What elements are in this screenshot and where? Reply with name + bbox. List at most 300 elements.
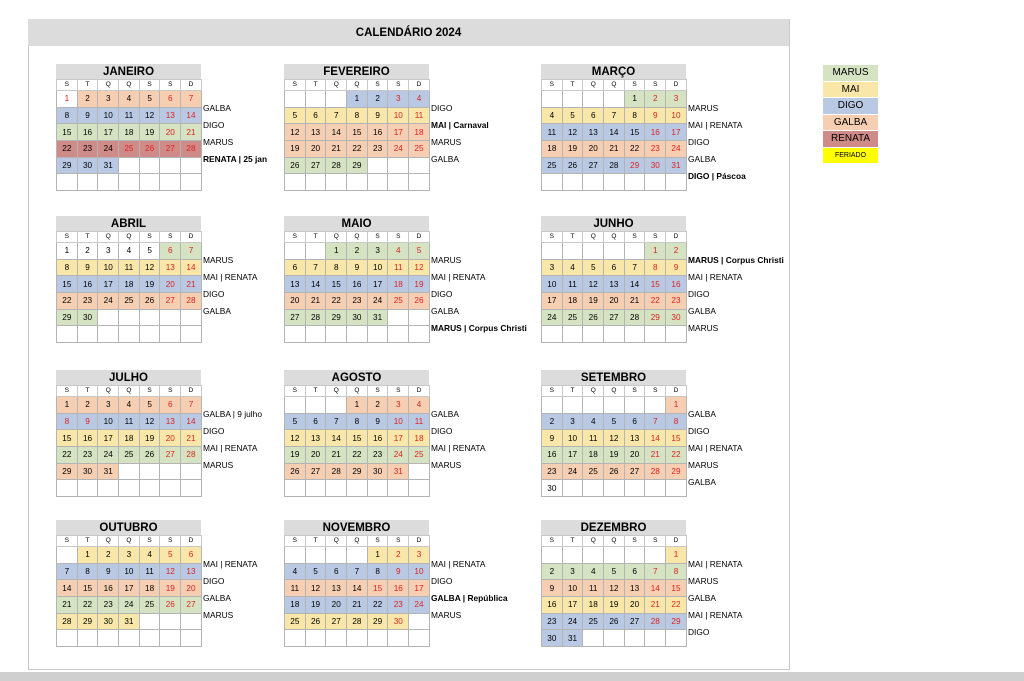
day-cell[interactable]: 28 — [624, 309, 645, 326]
empty-cell[interactable] — [583, 326, 604, 343]
empty-cell[interactable] — [77, 480, 98, 497]
day-cell[interactable]: 20 — [305, 141, 326, 158]
day-cell[interactable]: 4 — [119, 243, 140, 260]
empty-cell[interactable] — [139, 174, 160, 191]
empty-cell[interactable] — [305, 397, 326, 414]
day-cell[interactable]: 9 — [367, 107, 388, 124]
day-cell[interactable]: 22 — [77, 597, 98, 614]
day-cell[interactable]: 6 — [285, 259, 306, 276]
day-cell[interactable]: 30 — [542, 630, 563, 647]
empty-cell[interactable] — [409, 480, 430, 497]
day-cell[interactable]: 28 — [645, 463, 666, 480]
day-cell[interactable]: 22 — [347, 447, 368, 464]
day-cell[interactable]: 26 — [604, 463, 625, 480]
day-cell[interactable]: 4 — [285, 563, 306, 580]
day-cell[interactable]: 13 — [181, 563, 202, 580]
day-cell[interactable]: 11 — [583, 580, 604, 597]
day-cell[interactable]: 20 — [160, 276, 181, 293]
empty-cell[interactable] — [139, 326, 160, 343]
day-cell[interactable]: 19 — [305, 597, 326, 614]
empty-cell[interactable] — [367, 630, 388, 647]
day-cell[interactable]: 3 — [98, 243, 119, 260]
day-cell[interactable]: 4 — [583, 413, 604, 430]
empty-cell[interactable] — [285, 243, 306, 260]
day-cell[interactable]: 9 — [77, 259, 98, 276]
empty-cell[interactable] — [542, 547, 563, 564]
day-cell[interactable]: 7 — [181, 91, 202, 108]
day-cell[interactable]: 17 — [562, 597, 583, 614]
empty-cell[interactable] — [388, 174, 409, 191]
day-cell[interactable]: 11 — [583, 430, 604, 447]
day-cell[interactable]: 14 — [181, 107, 202, 124]
empty-cell[interactable] — [624, 480, 645, 497]
empty-cell[interactable] — [583, 174, 604, 191]
day-cell[interactable]: 7 — [305, 259, 326, 276]
day-cell[interactable]: 22 — [666, 597, 687, 614]
day-cell[interactable]: 27 — [305, 463, 326, 480]
empty-cell[interactable] — [583, 630, 604, 647]
day-cell[interactable]: 29 — [57, 157, 78, 174]
day-cell[interactable]: 14 — [181, 413, 202, 430]
empty-cell[interactable] — [645, 326, 666, 343]
empty-cell[interactable] — [181, 480, 202, 497]
day-cell[interactable]: 7 — [645, 413, 666, 430]
day-cell[interactable]: 5 — [562, 107, 583, 124]
day-cell[interactable]: 18 — [583, 447, 604, 464]
empty-cell[interactable] — [57, 547, 78, 564]
day-cell[interactable]: 27 — [326, 613, 347, 630]
day-cell[interactable]: 14 — [326, 430, 347, 447]
day-cell[interactable]: 1 — [57, 243, 78, 260]
empty-cell[interactable] — [305, 480, 326, 497]
day-cell[interactable]: 3 — [119, 547, 140, 564]
day-cell[interactable]: 14 — [624, 276, 645, 293]
day-cell[interactable]: 8 — [624, 107, 645, 124]
empty-cell[interactable] — [409, 326, 430, 343]
empty-cell[interactable] — [139, 463, 160, 480]
day-cell[interactable]: 25 — [562, 309, 583, 326]
day-cell[interactable]: 16 — [77, 276, 98, 293]
empty-cell[interactable] — [645, 630, 666, 647]
day-cell[interactable]: 9 — [542, 430, 563, 447]
day-cell[interactable]: 14 — [181, 259, 202, 276]
day-cell[interactable]: 2 — [367, 397, 388, 414]
day-cell[interactable]: 28 — [57, 613, 78, 630]
day-cell[interactable]: 15 — [77, 580, 98, 597]
day-cell[interactable]: 27 — [305, 157, 326, 174]
empty-cell[interactable] — [326, 91, 347, 108]
day-cell[interactable]: 3 — [98, 397, 119, 414]
day-cell[interactable]: 19 — [604, 597, 625, 614]
empty-cell[interactable] — [139, 480, 160, 497]
empty-cell[interactable] — [624, 243, 645, 260]
day-cell[interactable]: 16 — [77, 430, 98, 447]
day-cell[interactable]: 24 — [388, 447, 409, 464]
day-cell[interactable]: 16 — [367, 124, 388, 141]
day-cell[interactable]: 8 — [367, 563, 388, 580]
day-cell[interactable]: 12 — [604, 430, 625, 447]
empty-cell[interactable] — [604, 326, 625, 343]
day-cell[interactable]: 28 — [305, 309, 326, 326]
empty-cell[interactable] — [347, 174, 368, 191]
empty-cell[interactable] — [542, 243, 563, 260]
day-cell[interactable]: 25 — [139, 597, 160, 614]
empty-cell[interactable] — [666, 630, 687, 647]
day-cell[interactable]: 25 — [285, 613, 306, 630]
day-cell[interactable]: 8 — [645, 259, 666, 276]
day-cell[interactable]: 9 — [367, 413, 388, 430]
empty-cell[interactable] — [326, 547, 347, 564]
empty-cell[interactable] — [409, 309, 430, 326]
day-cell[interactable]: 15 — [624, 124, 645, 141]
day-cell[interactable]: 1 — [624, 91, 645, 108]
empty-cell[interactable] — [119, 157, 140, 174]
empty-cell[interactable] — [409, 174, 430, 191]
day-cell[interactable]: 5 — [409, 243, 430, 260]
day-cell[interactable]: 3 — [562, 413, 583, 430]
day-cell[interactable]: 6 — [160, 397, 181, 414]
day-cell[interactable]: 18 — [562, 293, 583, 310]
day-cell[interactable]: 24 — [666, 141, 687, 158]
day-cell[interactable]: 15 — [367, 580, 388, 597]
day-cell[interactable]: 25 — [409, 447, 430, 464]
day-cell[interactable]: 21 — [326, 447, 347, 464]
day-cell[interactable]: 21 — [181, 276, 202, 293]
day-cell[interactable]: 8 — [57, 413, 78, 430]
day-cell[interactable]: 21 — [305, 293, 326, 310]
empty-cell[interactable] — [583, 243, 604, 260]
day-cell[interactable]: 31 — [367, 309, 388, 326]
empty-cell[interactable] — [98, 309, 119, 326]
day-cell[interactable]: 22 — [347, 141, 368, 158]
empty-cell[interactable] — [119, 630, 140, 647]
day-cell[interactable]: 23 — [542, 613, 563, 630]
day-cell[interactable]: 12 — [583, 276, 604, 293]
day-cell[interactable]: 8 — [57, 259, 78, 276]
day-cell[interactable]: 2 — [98, 547, 119, 564]
day-cell[interactable]: 16 — [645, 124, 666, 141]
day-cell[interactable]: 23 — [77, 293, 98, 310]
day-cell[interactable]: 15 — [326, 276, 347, 293]
day-cell[interactable]: 14 — [347, 580, 368, 597]
day-cell[interactable]: 8 — [57, 107, 78, 124]
empty-cell[interactable] — [562, 174, 583, 191]
empty-cell[interactable] — [139, 157, 160, 174]
day-cell[interactable]: 23 — [367, 141, 388, 158]
empty-cell[interactable] — [347, 480, 368, 497]
day-cell[interactable]: 4 — [583, 563, 604, 580]
empty-cell[interactable] — [367, 480, 388, 497]
day-cell[interactable]: 24 — [98, 293, 119, 310]
empty-cell[interactable] — [305, 243, 326, 260]
day-cell[interactable]: 18 — [409, 430, 430, 447]
day-cell[interactable]: 28 — [181, 293, 202, 310]
day-cell[interactable]: 29 — [77, 613, 98, 630]
day-cell[interactable]: 2 — [77, 397, 98, 414]
empty-cell[interactable] — [119, 174, 140, 191]
day-cell[interactable]: 6 — [624, 413, 645, 430]
empty-cell[interactable] — [583, 547, 604, 564]
day-cell[interactable]: 30 — [347, 309, 368, 326]
day-cell[interactable]: 10 — [388, 107, 409, 124]
empty-cell[interactable] — [624, 547, 645, 564]
day-cell[interactable]: 29 — [666, 613, 687, 630]
day-cell[interactable]: 5 — [305, 563, 326, 580]
day-cell[interactable]: 14 — [604, 124, 625, 141]
day-cell[interactable]: 21 — [326, 141, 347, 158]
day-cell[interactable]: 10 — [98, 413, 119, 430]
day-cell[interactable]: 4 — [562, 259, 583, 276]
day-cell[interactable]: 11 — [119, 259, 140, 276]
day-cell[interactable]: 29 — [347, 463, 368, 480]
empty-cell[interactable] — [388, 630, 409, 647]
day-cell[interactable]: 1 — [645, 243, 666, 260]
day-cell[interactable]: 27 — [160, 141, 181, 158]
day-cell[interactable]: 13 — [305, 124, 326, 141]
empty-cell[interactable] — [542, 326, 563, 343]
day-cell[interactable]: 31 — [98, 463, 119, 480]
empty-cell[interactable] — [409, 630, 430, 647]
day-cell[interactable]: 9 — [542, 580, 563, 597]
day-cell[interactable]: 3 — [542, 259, 563, 276]
day-cell[interactable]: 4 — [409, 397, 430, 414]
empty-cell[interactable] — [645, 547, 666, 564]
empty-cell[interactable] — [409, 463, 430, 480]
day-cell[interactable]: 10 — [367, 259, 388, 276]
day-cell[interactable]: 8 — [666, 563, 687, 580]
day-cell[interactable]: 27 — [160, 447, 181, 464]
day-cell[interactable]: 21 — [645, 447, 666, 464]
empty-cell[interactable] — [139, 309, 160, 326]
empty-cell[interactable] — [119, 309, 140, 326]
day-cell[interactable]: 7 — [57, 563, 78, 580]
day-cell[interactable]: 8 — [77, 563, 98, 580]
day-cell[interactable]: 22 — [624, 141, 645, 158]
empty-cell[interactable] — [77, 630, 98, 647]
day-cell[interactable]: 24 — [388, 141, 409, 158]
day-cell[interactable]: 14 — [305, 276, 326, 293]
day-cell[interactable]: 25 — [583, 613, 604, 630]
empty-cell[interactable] — [305, 174, 326, 191]
day-cell[interactable]: 16 — [542, 597, 563, 614]
day-cell[interactable]: 13 — [583, 124, 604, 141]
day-cell[interactable]: 5 — [604, 563, 625, 580]
empty-cell[interactable] — [604, 480, 625, 497]
day-cell[interactable]: 15 — [57, 430, 78, 447]
day-cell[interactable]: 19 — [160, 580, 181, 597]
day-cell[interactable]: 21 — [624, 293, 645, 310]
empty-cell[interactable] — [604, 243, 625, 260]
empty-cell[interactable] — [388, 480, 409, 497]
day-cell[interactable]: 24 — [562, 613, 583, 630]
day-cell[interactable]: 11 — [409, 107, 430, 124]
day-cell[interactable]: 19 — [139, 124, 160, 141]
empty-cell[interactable] — [181, 463, 202, 480]
day-cell[interactable]: 12 — [139, 413, 160, 430]
empty-cell[interactable] — [409, 613, 430, 630]
empty-cell[interactable] — [285, 326, 306, 343]
day-cell[interactable]: 9 — [77, 413, 98, 430]
day-cell[interactable]: 16 — [347, 276, 368, 293]
day-cell[interactable]: 24 — [98, 447, 119, 464]
empty-cell[interactable] — [388, 326, 409, 343]
day-cell[interactable]: 4 — [388, 243, 409, 260]
day-cell[interactable]: 18 — [119, 124, 140, 141]
empty-cell[interactable] — [604, 397, 625, 414]
day-cell[interactable]: 26 — [139, 447, 160, 464]
empty-cell[interactable] — [624, 174, 645, 191]
empty-cell[interactable] — [326, 174, 347, 191]
empty-cell[interactable] — [160, 630, 181, 647]
empty-cell[interactable] — [624, 630, 645, 647]
empty-cell[interactable] — [160, 463, 181, 480]
day-cell[interactable]: 27 — [624, 463, 645, 480]
day-cell[interactable]: 25 — [583, 463, 604, 480]
day-cell[interactable]: 2 — [542, 563, 563, 580]
empty-cell[interactable] — [119, 463, 140, 480]
day-cell[interactable]: 25 — [542, 157, 563, 174]
empty-cell[interactable] — [583, 480, 604, 497]
day-cell[interactable]: 17 — [409, 580, 430, 597]
day-cell[interactable]: 7 — [347, 563, 368, 580]
empty-cell[interactable] — [542, 397, 563, 414]
day-cell[interactable]: 9 — [666, 259, 687, 276]
empty-cell[interactable] — [181, 630, 202, 647]
day-cell[interactable]: 11 — [409, 413, 430, 430]
day-cell[interactable]: 12 — [562, 124, 583, 141]
day-cell[interactable]: 5 — [604, 413, 625, 430]
day-cell[interactable]: 6 — [160, 91, 181, 108]
day-cell[interactable]: 8 — [666, 413, 687, 430]
day-cell[interactable]: 30 — [367, 463, 388, 480]
empty-cell[interactable] — [409, 157, 430, 174]
day-cell[interactable]: 9 — [98, 563, 119, 580]
day-cell[interactable]: 8 — [347, 413, 368, 430]
empty-cell[interactable] — [604, 630, 625, 647]
empty-cell[interactable] — [562, 326, 583, 343]
day-cell[interactable]: 18 — [409, 124, 430, 141]
day-cell[interactable]: 16 — [77, 124, 98, 141]
day-cell[interactable]: 13 — [624, 580, 645, 597]
day-cell[interactable]: 21 — [181, 124, 202, 141]
day-cell[interactable]: 30 — [645, 157, 666, 174]
day-cell[interactable]: 6 — [604, 259, 625, 276]
day-cell[interactable]: 15 — [666, 580, 687, 597]
day-cell[interactable]: 11 — [119, 413, 140, 430]
empty-cell[interactable] — [57, 174, 78, 191]
empty-cell[interactable] — [57, 326, 78, 343]
day-cell[interactable]: 20 — [583, 141, 604, 158]
day-cell[interactable]: 26 — [409, 293, 430, 310]
empty-cell[interactable] — [160, 174, 181, 191]
empty-cell[interactable] — [181, 613, 202, 630]
day-cell[interactable]: 22 — [57, 293, 78, 310]
day-cell[interactable]: 27 — [181, 597, 202, 614]
day-cell[interactable]: 19 — [139, 276, 160, 293]
day-cell[interactable]: 31 — [562, 630, 583, 647]
day-cell[interactable]: 18 — [119, 430, 140, 447]
empty-cell[interactable] — [347, 547, 368, 564]
empty-cell[interactable] — [305, 630, 326, 647]
day-cell[interactable]: 23 — [347, 293, 368, 310]
day-cell[interactable]: 27 — [285, 309, 306, 326]
day-cell[interactable]: 15 — [347, 430, 368, 447]
day-cell[interactable]: 29 — [347, 157, 368, 174]
day-cell[interactable]: 17 — [388, 124, 409, 141]
day-cell[interactable]: 6 — [624, 563, 645, 580]
day-cell[interactable]: 10 — [388, 413, 409, 430]
empty-cell[interactable] — [77, 174, 98, 191]
day-cell[interactable]: 4 — [119, 397, 140, 414]
day-cell[interactable]: 17 — [666, 124, 687, 141]
day-cell[interactable]: 27 — [624, 613, 645, 630]
day-cell[interactable]: 6 — [326, 563, 347, 580]
day-cell[interactable]: 22 — [57, 447, 78, 464]
day-cell[interactable]: 18 — [139, 580, 160, 597]
empty-cell[interactable] — [347, 326, 368, 343]
day-cell[interactable]: 7 — [326, 107, 347, 124]
empty-cell[interactable] — [285, 480, 306, 497]
day-cell[interactable]: 7 — [326, 413, 347, 430]
day-cell[interactable]: 3 — [388, 397, 409, 414]
day-cell[interactable]: 18 — [542, 141, 563, 158]
day-cell[interactable]: 23 — [77, 141, 98, 158]
day-cell[interactable]: 26 — [285, 463, 306, 480]
day-cell[interactable]: 26 — [562, 157, 583, 174]
empty-cell[interactable] — [57, 480, 78, 497]
day-cell[interactable]: 2 — [347, 243, 368, 260]
scrollbar-strip[interactable] — [0, 672, 1024, 681]
day-cell[interactable]: 5 — [139, 91, 160, 108]
day-cell[interactable]: 12 — [285, 430, 306, 447]
day-cell[interactable]: 23 — [666, 293, 687, 310]
day-cell[interactable]: 17 — [562, 447, 583, 464]
empty-cell[interactable] — [542, 174, 563, 191]
day-cell[interactable]: 18 — [583, 597, 604, 614]
empty-cell[interactable] — [562, 397, 583, 414]
day-cell[interactable]: 10 — [409, 563, 430, 580]
day-cell[interactable]: 17 — [119, 580, 140, 597]
day-cell[interactable]: 3 — [666, 91, 687, 108]
day-cell[interactable]: 16 — [98, 580, 119, 597]
day-cell[interactable]: 18 — [119, 276, 140, 293]
day-cell[interactable]: 14 — [326, 124, 347, 141]
day-cell[interactable]: 13 — [160, 259, 181, 276]
empty-cell[interactable] — [57, 630, 78, 647]
day-cell[interactable]: 15 — [666, 430, 687, 447]
day-cell[interactable]: 13 — [160, 107, 181, 124]
empty-cell[interactable] — [285, 174, 306, 191]
day-cell[interactable]: 12 — [305, 580, 326, 597]
day-cell[interactable]: 9 — [645, 107, 666, 124]
day-cell[interactable]: 23 — [77, 447, 98, 464]
empty-cell[interactable] — [160, 309, 181, 326]
day-cell[interactable]: 1 — [347, 397, 368, 414]
day-cell[interactable]: 30 — [542, 480, 563, 497]
day-cell[interactable]: 3 — [98, 91, 119, 108]
empty-cell[interactable] — [139, 630, 160, 647]
day-cell[interactable]: 14 — [645, 580, 666, 597]
day-cell[interactable]: 3 — [388, 91, 409, 108]
day-cell[interactable]: 26 — [139, 141, 160, 158]
empty-cell[interactable] — [285, 630, 306, 647]
day-cell[interactable]: 11 — [139, 563, 160, 580]
day-cell[interactable]: 20 — [285, 293, 306, 310]
day-cell[interactable]: 29 — [624, 157, 645, 174]
day-cell[interactable]: 4 — [542, 107, 563, 124]
day-cell[interactable]: 20 — [160, 430, 181, 447]
day-cell[interactable]: 10 — [562, 430, 583, 447]
